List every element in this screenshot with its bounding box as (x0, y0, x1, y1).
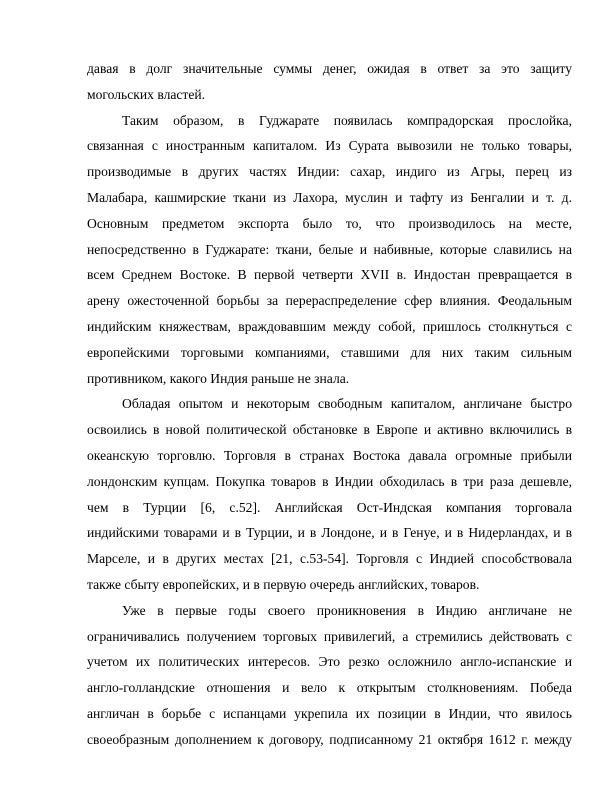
paragraph-p2 (87, 108, 572, 392)
text-line: давая в долг значительные суммы денег, ожидая в ответ за это защиту (87, 61, 572, 76)
paragraph-p4 (87, 598, 572, 753)
text-line: океанскую торговлю. Торговля в странах Востока давала огромные прибыли (87, 447, 572, 463)
text-line: Обладая опытом и некоторым свободным капиталом, англичане быстро (122, 396, 572, 412)
text-line: чем в Турции [6, с.52]. Английская Ост-Индская компания торговала (87, 499, 572, 515)
paragraph-p1 (87, 56, 572, 108)
text-line: также сбыту европейских, и в первую очередь английских, товаров. (87, 576, 480, 592)
text-line: непосредственно в Гуджарате: ткани, белые и набивные, которые славились на (87, 241, 572, 257)
text-line: Малабара, кашмирские ткани из Лахора, муслин и тафту из Бенгалии и т. д. (87, 189, 572, 205)
body-text (87, 56, 572, 753)
text-line: англо-голландские отношения и вело к открытым столкновениям. Победа (87, 680, 572, 696)
text-line: лондонским купцам. Покупка товаров в Индии обходилась в три раза дешевле, (87, 473, 572, 489)
text-line: учетом их политических интересов. Это резко осложнило англо-испанские и (87, 654, 572, 670)
text-line: ограничивались получением торговых привилегий, а стремились действовать с (87, 628, 572, 644)
text-line: производимые в других частях Индии: сахар, индиго из Агры, перец из (87, 164, 572, 180)
text-line: англичан в борьбе с испанцами укрепила их позиции в Индии, что явилось (87, 705, 572, 721)
text-line: противником, какого Индия раньше не знала. (87, 370, 350, 386)
text-line: Таким образом, в Гуджарате появилась компрадорская прослойка, (122, 112, 572, 128)
text-line: Уже в первые годы своего проникновения в Индию англичане не (122, 602, 572, 618)
text-line: европейскими торговыми компаниями, ставшими для них таким сильным (87, 344, 572, 360)
paragraph-p3 (87, 391, 572, 597)
text-line: Основным предметом экспорта было то, что производилось на месте, (87, 215, 572, 231)
text-line: индийским княжествам, враждовавшим между собой, пришлось столкнуться с (87, 318, 572, 334)
text-line: своеобразным дополнением к договору, подписанному 21 октября 1612 г. между (87, 731, 572, 747)
text-line: могольских властей. (87, 86, 206, 102)
text-line: индийскими товарами и в Турции, и в Лондоне, и в Генуе, и в Нидерландах, и в (87, 525, 572, 541)
text-line: освоились в новой политической обстановке в Европе и активно включились в (87, 422, 572, 438)
text-line: связанная с иностранным капиталом. Из Сурата вывозили не только товары, (87, 138, 572, 154)
text-line: всем Среднем Востоке. В первой четверти XVII в. Индостан превращается в (87, 267, 572, 283)
text-line: арену ожесточенной борьбы за перераспределение сфер влияния. Феодальным (87, 293, 572, 309)
text-line: Марселе, и в других местах [21, с.53-54]. Торговля с Индией способствовала (87, 551, 572, 567)
